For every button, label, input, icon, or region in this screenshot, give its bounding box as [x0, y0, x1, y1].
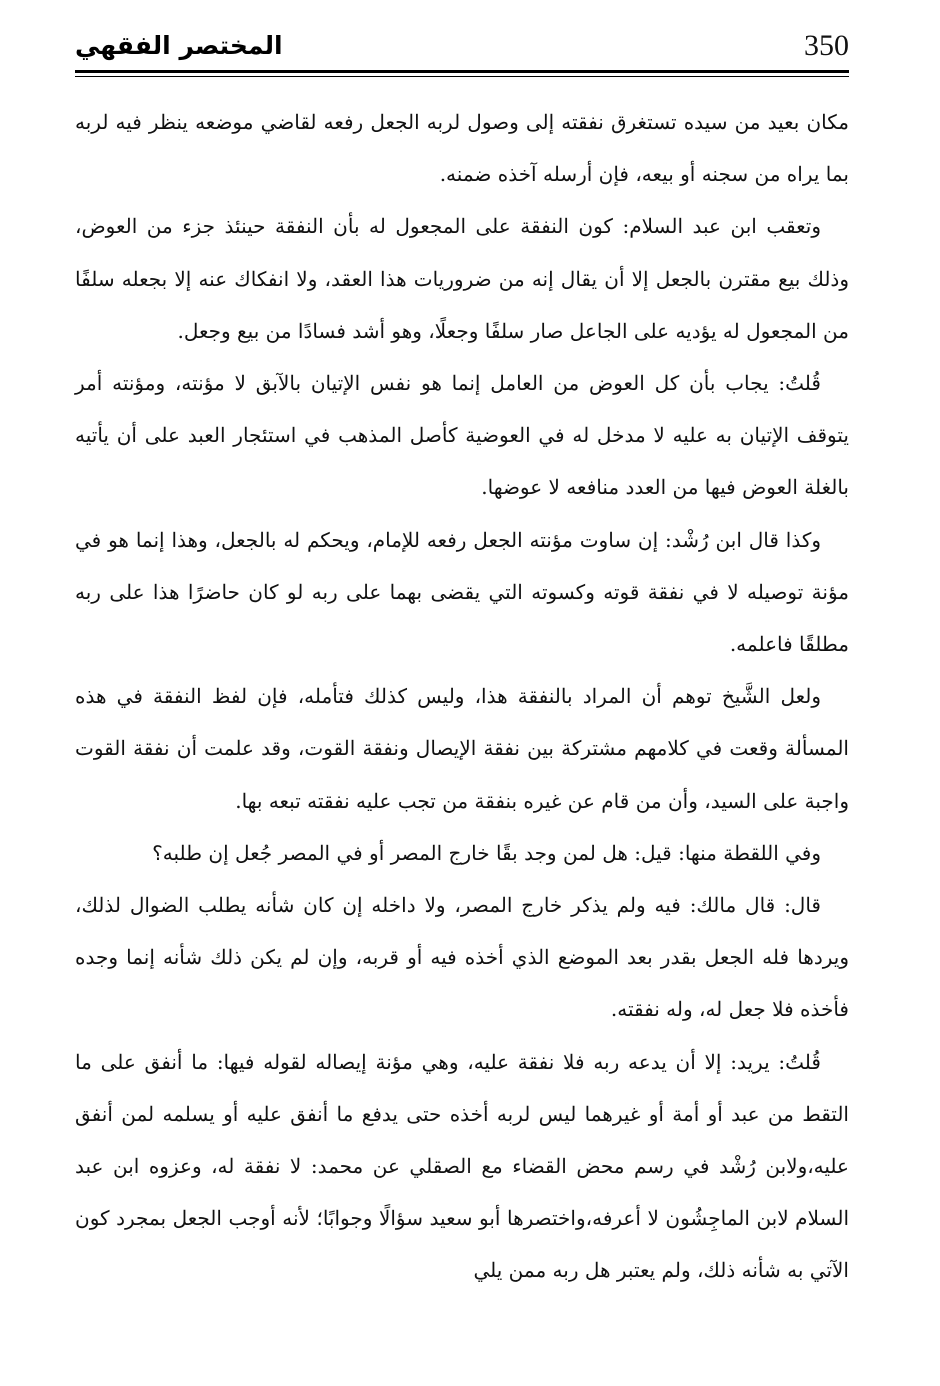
paragraph: مكان بعيد من سيده تستغرق نفقته إلى وصول لربه الجعل رفعه لقاضي موضعه ينظر فيه لربه بما يراه من سجنه أو بيعه، فإن أرسله آخذه ضمنه.	[75, 110, 849, 187]
paragraph: وتعقب ابن عبد السلام: كون النفقة على المجعول له بأن النفقة حينئذ جزء من العوض، وذلك بيع مقترن بالجعل إلا أن يقال إنه من ضروريات هذا العقد، ولا انفكاك عنه إلا بجعله سلفًا من المجعول له يؤديه على الجاعل صار سلفًا وجعلًا، وهو أشد فسادًا من بيع وجعل.	[75, 214, 849, 343]
paragraph: قال: قال مالك: فيه ولم يذكر خارج المصر، ولا داخله إن كان شأنه يطلب الضوال لذلك، ويردها فله الجعل بقدر بعد الموضع الذي أخذه فيه أو قربه، وإن لم يكن ذلك شأنه إنما وجده فأخذه فلا جعل له، وله نفقته.	[75, 893, 849, 1022]
page-header	[75, 26, 849, 66]
paragraph: قُلتُ: يجاب بأن كل العوض من العامل إنما هو نفس الإتيان بالآبق لا مؤنته، ومؤنته أمر يتوقف الإتيان به عليه لا مدخل له في العوضية كأصل المذهب في استئجار العبد على أن يأتيه بالغلة العوض فيها من العدد منافعه لا عوضها.	[75, 371, 849, 500]
running-title: المختصر الفقهي	[75, 31, 283, 60]
paragraph: قُلتُ: يريد: إلا أن يدعه ربه فلا نفقة عليه، وهي مؤنة إيصاله لقوله فيها: ما أنفق على ما التقط من عبد أو أمة أو غيرهما ليس لربه أخذه حتى يدفع ما أنفق عليه أو يسلمه لمن أنفق عليه،ولابن رُشْد في رسم محض القضاء مع الصقلي عن محمد: لا نفقة له، وعزوه ابن عبد السلام لابن الماجِشُون لا أعرفه،واختصرها أبو سعيد سؤالًا وجوابًا؛ لأنه أوجب الجعل بمجرد كون الآتي به شأنه ذلك، ولم يعتبر هل ربه ممن يلي	[75, 1049, 849, 1283]
header-rule	[75, 70, 849, 73]
page-number: 350	[804, 29, 849, 62]
paragraph: وفي اللقطة منها: قيل: هل لمن وجد بقًا خارج المصر أو في المصر جُعل إن طلبه؟	[152, 840, 821, 865]
paragraph: ولعل الشَّيخ توهم أن المراد بالنفقة هذا، وليس كذلك فتأمله، فإن لفظ النفقة في هذه المسألة وقعت في كلامهم مشتركة بين نفقة الإيصال ونفقة القوت، وقد علمت أن نفقة القوت واجبة على السيد، وأن من قام عن غيره بنفقة من تجب عليه نفقته تبعه بها.	[75, 684, 849, 813]
body-text	[75, 96, 849, 1297]
header-rule-thin	[75, 76, 849, 77]
paragraph: وكذا قال ابن رُشْد: إن ساوت مؤنته الجعل رفعه للإمام، ويحكم له بالجعل، وهذا إنما هو في مؤنة توصيله لا في نفقة قوته وكسوته التي يقضى بهما على ربه لو كان حاضرًا هذا على ربه مطلقًا فاعلمه.	[75, 527, 849, 657]
